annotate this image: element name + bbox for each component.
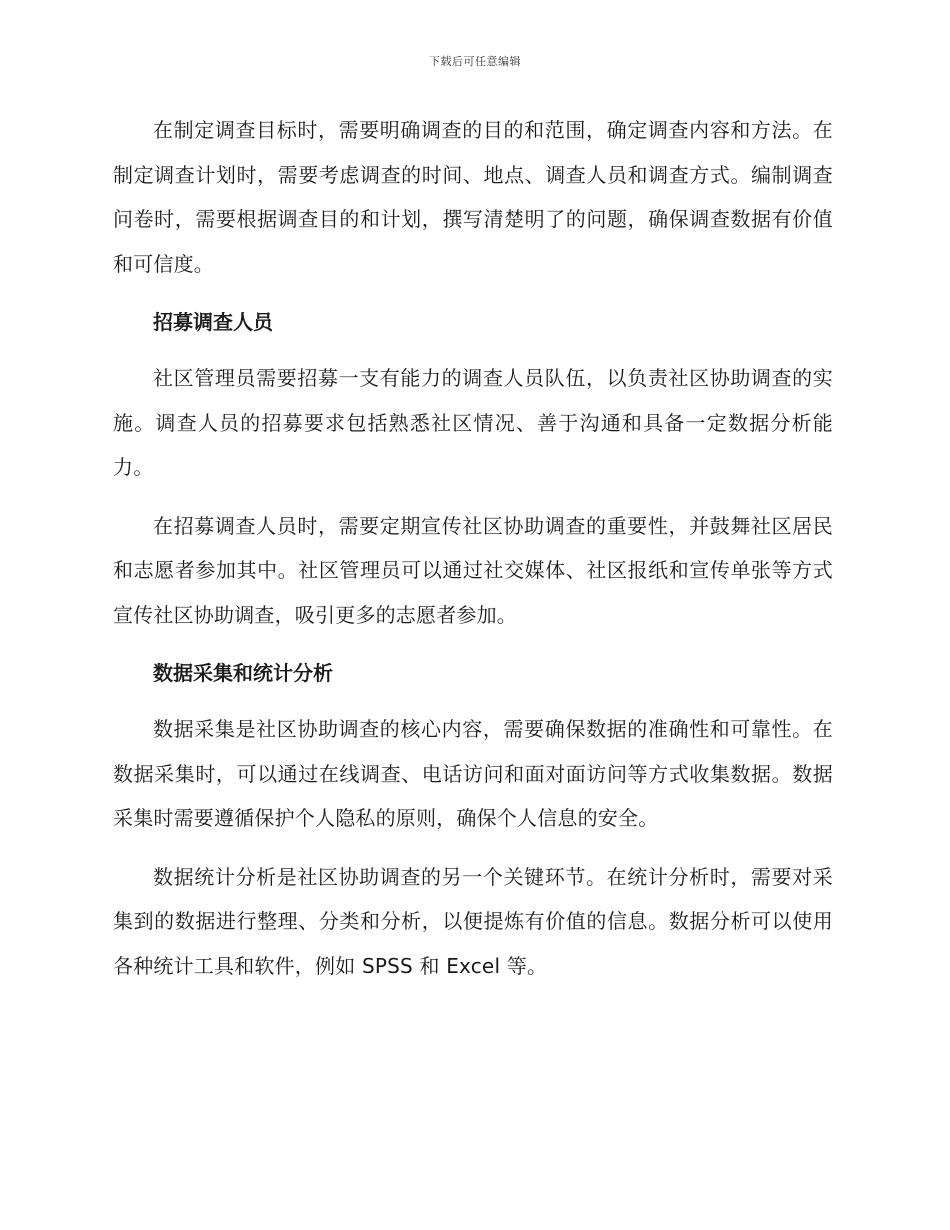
paragraph-recruit-promotion: 在招募调查人员时，需要定期宣传社区协助调查的重要性，并鼓舞社区居民和志愿者参加其中。社区管理员可以通过社交媒体、社区报纸和宣传单张等方式宣传社区协助调查，吸引更多的志愿者参加。 xyxy=(113,513,833,627)
paragraph-recruit-team: 社区管理员需要招募一支有能力的调查人员队伍，以负责社区协助调查的实施。调查人员的招募要求包括熟悉社区情况、善于沟通和具备一定数据分析能力。 xyxy=(113,366,833,479)
section-heading-data: 数据采集和统计分析 xyxy=(153,661,333,685)
paragraph-data-collection: 数据采集是社区协助调查的核心内容，需要确保数据的准确性和可靠性。在数据采集时，可以通过在线调查、电话访问和面对面访问等方式收集数据。数据采集时需要遵循保护个人隐私的原则，确保个人信息的安全。 xyxy=(113,717,833,830)
section-heading-recruit: 招募调查人员 xyxy=(153,310,273,334)
paragraph-survey-planning: 在制定调查目标时，需要明确调查的目的和范围，确定调查内容和方法。在制定调查计划时，需要考虑调查的时间、地点、调查人员和调查方式。编制调查问卷时，需要根据调查目的和计划，撰写清楚明了的问题，确保调查数据有价值和可信度。 xyxy=(113,118,833,276)
document-body xyxy=(113,108,833,1002)
paragraph-data-analysis: 数据统计分析是社区协助调查的另一个关键环节。在统计分析时，需要对采集到的数据进行整理、分类和分析，以便提炼有价值的信息。数据分析可以使用各种统计工具和软件，例如 SPSS 和 Excel 等。 xyxy=(113,864,833,978)
header-note: 下载后可任意编辑 xyxy=(429,55,521,68)
